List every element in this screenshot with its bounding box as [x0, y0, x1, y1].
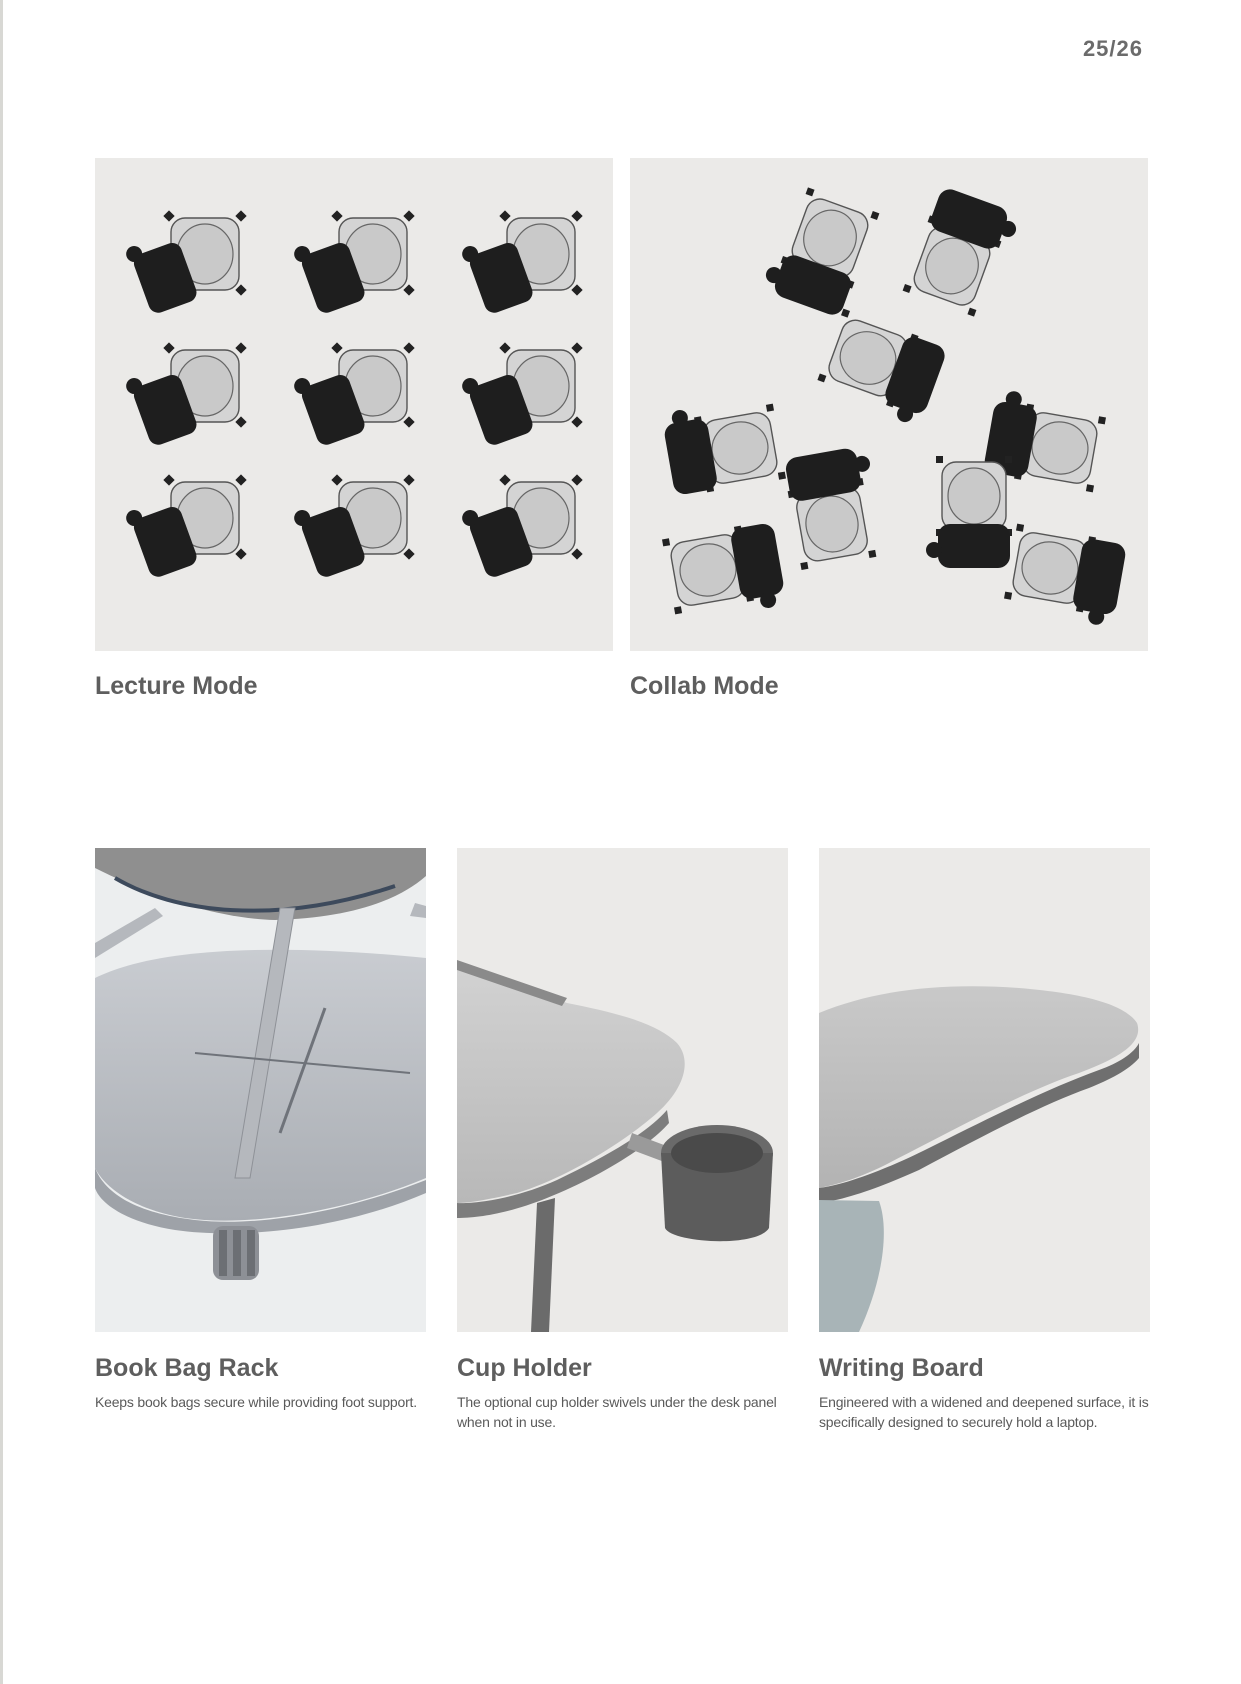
- writing-board-description: Engineered with a widened and deepened surface, it is specifically designed to securely hold a laptop.: [819, 1394, 1149, 1430]
- lecture-row-2: [124, 342, 583, 449]
- cup-holder-title: Cup Holder: [457, 1354, 592, 1382]
- lecture-layout-diagram: [95, 158, 613, 651]
- writing-board-image: [819, 848, 1150, 1332]
- collab-mode-title: Collab Mode: [630, 672, 779, 700]
- book-bag-rack-title: Book Bag Rack: [95, 1354, 279, 1382]
- lecture-row-1: [124, 210, 583, 317]
- book-bag-rack-image: [95, 848, 426, 1332]
- book-bag-rack-description: Keeps book bags secure while providing foot support.: [95, 1394, 417, 1410]
- page-number: 25/26: [1082, 36, 1143, 61]
- collab-layout-diagram: [630, 158, 1148, 651]
- cup-holder-description: The optional cup holder swivels under the desk panel when not in use.: [457, 1394, 777, 1430]
- cup-holder-image: [457, 848, 788, 1332]
- page-edge: [0, 0, 3, 1684]
- lecture-mode-title: Lecture Mode: [95, 672, 258, 700]
- collab-mode-diagram: [630, 158, 1148, 651]
- lecture-row-3: [124, 474, 583, 581]
- writing-board-title: Writing Board: [819, 1354, 984, 1382]
- lecture-mode-diagram: [95, 158, 613, 651]
